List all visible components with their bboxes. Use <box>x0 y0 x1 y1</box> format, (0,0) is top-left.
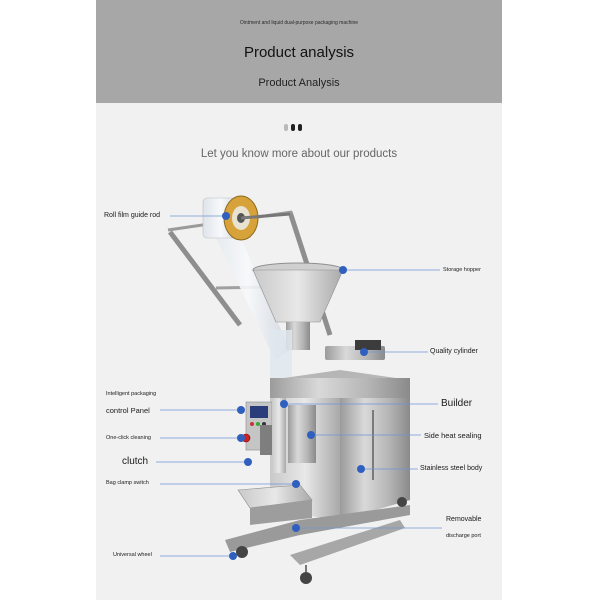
tagline: Let you know more about our products <box>200 148 398 160</box>
page-subtitle: Product Analysis <box>258 77 340 89</box>
callout-dot <box>229 552 237 560</box>
label-removable: Removable <box>446 516 482 523</box>
callout-dot <box>360 348 368 356</box>
label-roll-film: Roll film guide rod <box>104 212 161 219</box>
callout-lines <box>156 212 442 560</box>
callout-dot <box>292 480 300 488</box>
label-quality-cylinder: Quality cylinder <box>430 348 478 355</box>
callout-dot <box>357 465 365 473</box>
page-title: Product analysis <box>243 44 355 61</box>
callout-dot <box>280 400 288 408</box>
label-clutch: clutch <box>122 456 149 467</box>
label-control-panel: control Panel <box>106 406 150 415</box>
callout-dot <box>307 431 315 439</box>
callout-dot <box>237 434 245 442</box>
label-builder: Builder <box>441 398 473 409</box>
label-universal-wheel: Universal wheel <box>113 552 152 558</box>
label-intelligent-packaging: Intelligent packaging <box>106 391 157 397</box>
label-bag-clamp-switch: Bag clamp switch <box>106 480 149 486</box>
product-caption: Ointment and liquid dual-purpose packaging machine <box>239 20 359 26</box>
callout-dot <box>244 458 252 466</box>
label-discharge-port: discharge port <box>446 533 481 539</box>
callout-dot <box>222 212 230 220</box>
label-one-click-cleaning: One-click cleaning <box>106 435 151 441</box>
callout-dot <box>292 524 300 532</box>
callout-dot <box>339 266 347 274</box>
label-side-heat-sealing: Side heat sealing <box>424 431 482 440</box>
label-stainless-steel-body: Stainless steel body <box>420 465 483 472</box>
label-storage-hopper: Storage hopper <box>443 267 481 273</box>
callout-dot <box>237 406 245 414</box>
